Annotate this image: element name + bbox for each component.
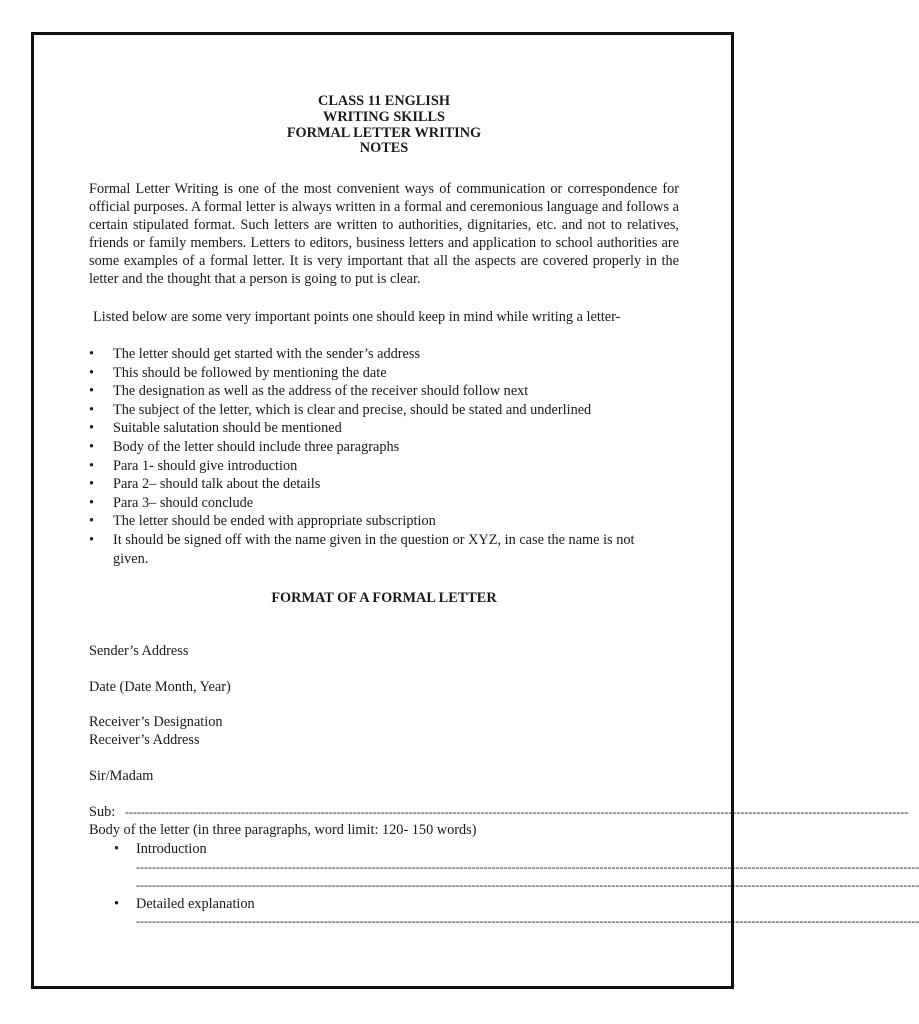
list-item: • It should be signed off with the name given in the question or XYZ, in case the name is not given. (89, 531, 679, 568)
heading-line-class: CLASS 11 ENGLISH (318, 93, 450, 109)
list-item: • The subject of the letter, which is clear and precise, should be stated and underlined (89, 401, 679, 420)
introduction-blank-line: ---------------------------------------------------------------------------------------------------------------------------------------------------------------------------------------------------- (136, 860, 919, 874)
list-item: • Suitable salutation should be mentioned (89, 419, 679, 438)
receiver-designation: Receiver’s Designation (89, 714, 223, 730)
subject-label: Sub: (89, 804, 116, 820)
body-bullet-label: Introduction (136, 841, 207, 857)
body-bullet-introduction (114, 840, 207, 858)
receiver-address: Receiver’s Address (89, 732, 200, 748)
intro-paragraph: Formal Letter Writing is one of the most convenient ways of communication or correspondence for official purposes. A formal letter is always written in a formal and ceremonious language and follows a certain stipulated format. Such letters are written to authorities, dignitaries, etc. and not to relatives, friends or family members. Letters to editors, business letters and application to school authorities are some examples of a formal letter. It is very important that all the aspects are covered properly in the letter and the thought that a person is going to put is clear. (89, 181, 679, 287)
body-bullet-label: Detailed explanation (136, 896, 255, 912)
bullet-icon: • (114, 896, 120, 912)
list-item: • The designation as well as the address of the receiver should follow next (89, 382, 679, 401)
list-item: • Para 1- should give introduction (89, 457, 679, 476)
format-title: FORMAT OF A FORMAL LETTER (271, 590, 497, 606)
list-item: • Para 2– should talk about the details (89, 475, 679, 494)
body-label: Body of the letter (in three paragraphs, word limit: 120- 150 words) (89, 822, 477, 838)
list-item: • The letter should be ended with appropriate subscription (89, 512, 679, 531)
subject-blank-line: ---------------------------------------------------------------------------------------------------------------------------------------------------------------------------------------------------- (125, 805, 909, 819)
heading-line-skills: WRITING SKILLS (323, 108, 445, 125)
sender-address: Sender’s Address (89, 643, 189, 659)
letter-date: Date (Date Month, Year) (89, 679, 231, 695)
list-item: • This should be followed by mentioning the date (89, 364, 679, 383)
introduction-blank-line: ---------------------------------------------------------------------------------------------------------------------------------------------------------------------------------------------------- (136, 878, 919, 892)
bullet-icon: • (114, 841, 120, 857)
list-item: • Body of the letter should include three paragraphs (89, 438, 679, 457)
list-item: • The letter should get started with the sender’s address (89, 345, 679, 364)
points-list (89, 345, 679, 568)
body-bullet-detailed-explanation (114, 895, 255, 913)
explanation-blank-line: ---------------------------------------------------------------------------------------------------------------------------------------------------------------------------------------------------- (136, 914, 919, 928)
list-item: • Para 3– should conclude (89, 494, 679, 513)
points-intro: Listed below are some very important points one should keep in mind while writing a letter- (93, 309, 621, 325)
document-heading (0, 94, 768, 157)
heading-line-notes: NOTES (359, 140, 409, 157)
heading-line-topic: FORMAL LETTER WRITING (286, 124, 482, 141)
salutation: Sir/Madam (89, 768, 154, 784)
